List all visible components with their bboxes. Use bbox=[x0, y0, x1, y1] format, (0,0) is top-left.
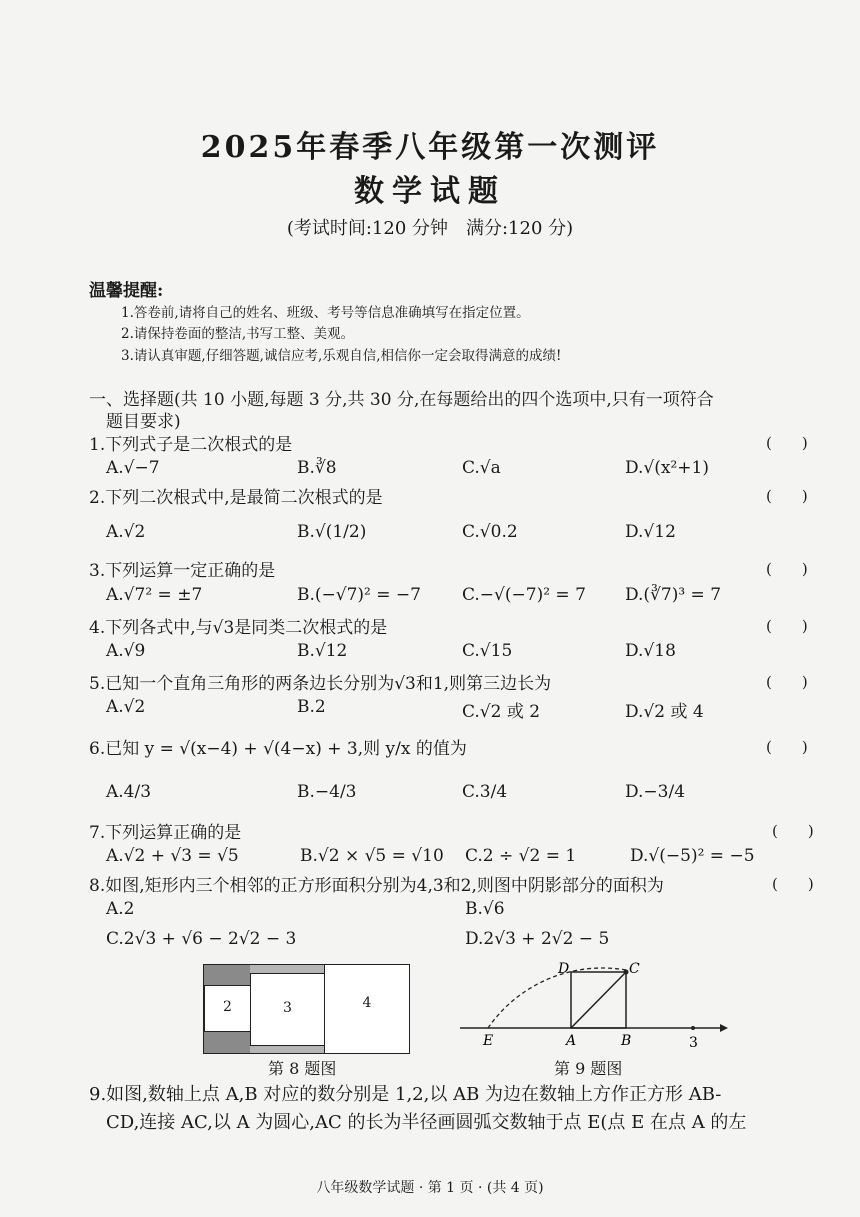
figure-8-caption: 第 8 题图 bbox=[268, 1059, 337, 1078]
answer-paren: ( ) bbox=[766, 560, 808, 578]
figure-9 bbox=[455, 958, 730, 1053]
shaded-region bbox=[250, 1045, 324, 1053]
question-stem: 3.下列运算一定正确的是 bbox=[89, 561, 276, 581]
option-b: B.∛8 bbox=[297, 458, 337, 478]
question-stem: 4.下列各式中,与√3是同类二次根式的是 bbox=[89, 618, 388, 638]
option-a: A.2 bbox=[106, 899, 135, 919]
square-label: 2 bbox=[223, 999, 232, 1015]
question-stem: 5.已知一个直角三角形的两条边长分别为√3和1,则第三边长为 bbox=[89, 674, 552, 694]
label-c: C bbox=[629, 961, 640, 977]
question-stem: 9.如图,数轴上点 A,B 对应的数分别是 1,2,以 AB 为边在数轴上方作正方形 AB- bbox=[89, 1084, 722, 1105]
tip-item: 3.请认真审题,仔细答题,诚信应考,乐观自信,相信你一定会取得满意的成绩! bbox=[121, 348, 562, 364]
option-a: A.√2 bbox=[106, 522, 146, 542]
answer-paren: ( ) bbox=[772, 822, 814, 840]
figure-8 bbox=[203, 964, 409, 1054]
label-d: D bbox=[558, 961, 570, 977]
option-d: D.(∛7)³ = 7 bbox=[625, 585, 722, 605]
option-b: B.(−√7)² = −7 bbox=[297, 585, 421, 605]
option-b: B.√6 bbox=[465, 899, 505, 919]
question-stem: 6.已知 y = √(x−4) + √(4−x) + 3,则 y/x 的值为 bbox=[89, 739, 467, 759]
tip-item: 1.答卷前,请将自己的姓名、班级、考号等信息准确填写在指定位置。 bbox=[121, 305, 530, 321]
option-b: B.−4/3 bbox=[297, 782, 357, 802]
shaded-region bbox=[204, 1031, 250, 1053]
option-b: B.2 bbox=[297, 697, 326, 717]
page-footer: 八年级数学试题 · 第 1 页 · (共 4 页) bbox=[316, 1180, 544, 1196]
option-a: A.√7² = ±7 bbox=[106, 585, 203, 605]
option-d: D.2√3 + 2√2 − 5 bbox=[465, 929, 610, 949]
option-d: D.−3/4 bbox=[625, 782, 686, 802]
option-b: B.√12 bbox=[297, 641, 348, 661]
answer-paren: ( ) bbox=[766, 738, 808, 756]
option-b: B.√2 × √5 = √10 bbox=[300, 846, 444, 866]
option-a: A.√2 + √3 = √5 bbox=[106, 846, 239, 866]
option-c: C.3/4 bbox=[462, 782, 508, 802]
option-c: C.2 ÷ √2 = 1 bbox=[465, 846, 577, 866]
option-d: D.√(−5)² = −5 bbox=[630, 846, 755, 866]
option-c: C.√15 bbox=[462, 641, 513, 661]
option-c: C.−√(−7)² = 7 bbox=[462, 585, 586, 605]
tip-item: 2.请保持卷面的整洁,书写工整、美观。 bbox=[121, 326, 355, 342]
answer-paren: ( ) bbox=[766, 617, 808, 635]
label-three: 3 bbox=[689, 1035, 698, 1051]
answer-paren: ( ) bbox=[766, 487, 808, 505]
question-stem: 1.下列式子是二次根式的是 bbox=[89, 435, 293, 455]
label-a: A bbox=[566, 1033, 577, 1049]
option-a: A.√9 bbox=[106, 641, 146, 661]
option-c: C.√0.2 bbox=[462, 522, 518, 542]
section-heading: 一、选择题(共 10 小题,每题 3 分,共 30 分,在每题给出的四个选项中,只有一项符合 bbox=[89, 390, 714, 410]
question-stem: 8.如图,矩形内三个相邻的正方形面积分别为4,3和2,则图中阴影部分的面积为 bbox=[89, 876, 664, 896]
answer-paren: ( ) bbox=[766, 673, 808, 691]
exam-subject: 数学试题 bbox=[354, 174, 506, 209]
point-c bbox=[624, 970, 629, 975]
arc bbox=[488, 968, 626, 1028]
option-c: C.√a bbox=[462, 458, 501, 478]
question-stem: 7.下列运算正确的是 bbox=[89, 823, 242, 843]
option-d: D.√18 bbox=[625, 641, 676, 661]
square-area-3 bbox=[250, 973, 325, 1046]
option-c: C.2√3 + √6 − 2√2 − 3 bbox=[106, 929, 297, 949]
label-b: B bbox=[621, 1033, 632, 1049]
square-label: 4 bbox=[362, 995, 372, 1011]
figure-9-caption: 第 9 题图 bbox=[554, 1059, 623, 1078]
square-area-4 bbox=[324, 964, 410, 1054]
square-label: 3 bbox=[283, 1000, 292, 1016]
diagonal-ac bbox=[571, 972, 626, 1028]
tick-three bbox=[691, 1026, 695, 1030]
square-area-2 bbox=[204, 985, 251, 1032]
question-stem-cont: CD,连接 AC,以 A 为圆心,AC 的长为半径画圆弧交数轴于点 E(点 E 在点 A 的左 bbox=[106, 1112, 747, 1133]
exam-info: (考试时间:120 分钟 满分:120 分) bbox=[286, 218, 574, 239]
option-a: A.√2 bbox=[106, 697, 146, 717]
question-stem: 2.下列二次根式中,是最简二次根式的是 bbox=[89, 488, 383, 508]
option-d: D.√(x²+1) bbox=[625, 458, 709, 478]
answer-paren: ( ) bbox=[766, 434, 808, 452]
shaded-region bbox=[250, 965, 324, 973]
option-b: B.√(1/2) bbox=[297, 522, 367, 542]
shaded-region bbox=[204, 965, 250, 985]
exam-title: 2025年春季八年级第一次测评 bbox=[200, 130, 660, 165]
option-a: A.4/3 bbox=[106, 782, 152, 802]
option-a: A.√−7 bbox=[106, 458, 160, 478]
section-heading-cont: 题目要求) bbox=[106, 412, 181, 432]
option-d: D.√12 bbox=[625, 522, 676, 542]
arrow-icon bbox=[720, 1024, 728, 1032]
option-d: D.√2 或 4 bbox=[625, 702, 704, 722]
label-e: E bbox=[483, 1033, 494, 1049]
option-c: C.√2 或 2 bbox=[462, 702, 541, 722]
tips-heading: 温馨提醒: bbox=[89, 281, 164, 301]
answer-paren: ( ) bbox=[772, 875, 814, 893]
